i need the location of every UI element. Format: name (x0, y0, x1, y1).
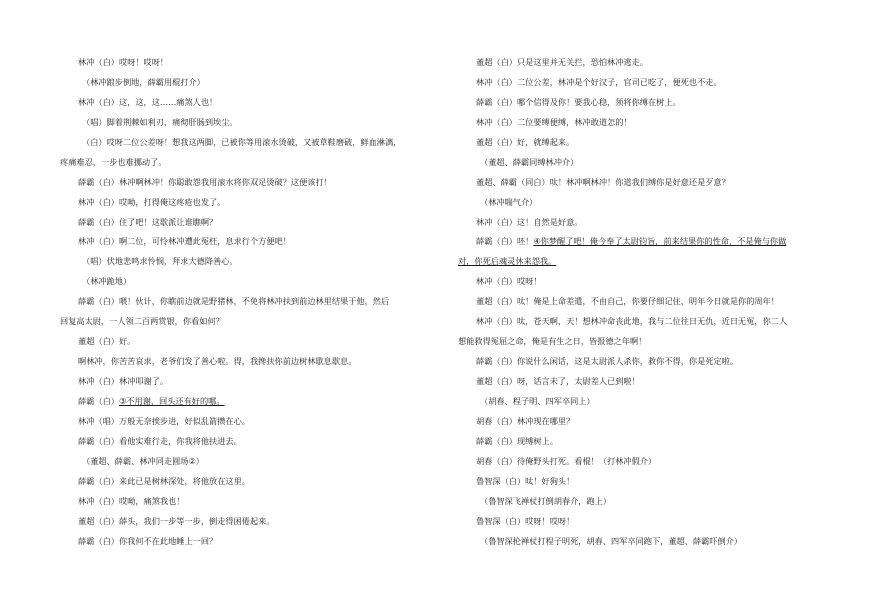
text-line: 疼痛难忍，一步也难挪动了。 (60, 156, 167, 167)
text-line: 林冲（白）二位要缚便缚，林冲敢道怎的！ (476, 116, 632, 127)
text-line: 董超（白）呔！俺是上命差遣，不由自己，你要仔细记住，明年今日就是你的周年！ (476, 296, 779, 307)
text-line: （林冲喘气介） (480, 196, 538, 207)
text-line: 林冲（白）这，这，这……痛煞人也！ (78, 96, 218, 107)
text-line: （白）哎呀二位公差呀！想我这两脚，已被你等用滚水烫破，又被草鞋磨破，鲜血淋漓， (82, 136, 402, 147)
text-line: （鲁智深飞禅杖打倒胡春介，跑上） (480, 495, 612, 506)
text-line: （林冲踉步倒地，薛霸用棍打介） (82, 76, 205, 87)
text-line: 林冲（唱）万般无奈挨步进，好似乱箭攒在心。 (78, 415, 250, 426)
text-line: （林冲跪地） (82, 276, 132, 287)
text-line: 林冲（白）二位公差，林冲是个好汉子，官司已吃了，便死也不走。 (476, 76, 722, 87)
text-line (60, 396, 452, 406)
text-line: 薛霸（白）喂！伙计，你瞧前边就是野猪林，不免将林冲扶到前边林里结果于他，然后 (78, 296, 390, 307)
underlined-text: 对，你死后魂灵休来怨我。 (458, 256, 557, 267)
text-line: （唱）脚着荆棘如利刃，痛彻肝肠到埃尘。 (82, 116, 238, 127)
text-line: 回复高太尉，一人领二百两赏银，你看如何？ (60, 316, 224, 327)
text-line: （董超、薛霸同缚林冲介） (480, 156, 579, 167)
text-line: （董超、薛霸、林冲同走圆场②） (82, 455, 204, 466)
text-segment: 薛霸（白）呸！ (476, 236, 534, 247)
text-line: （唱）伏地悲鸣求怜悯，拜求大德降善心。 (82, 256, 238, 267)
text-line: 董超（白）呀，话言未了，太尉差人已到啦！ (476, 376, 640, 386)
text-line: 林冲（白）呔，苍天啊，天！想林冲命丧此地，我与二位往日无仇，近日无冤，你二人 (476, 316, 788, 327)
text-line: 薛霸（白）哪个信得及你！要我心稳，须将你缚在树上。 (476, 96, 681, 107)
text-line: 董超（白）薛头，我们一步等一步，倒走得困倦起来。 (78, 515, 275, 526)
underlined-text: ④你梦醒了吧！俺今奉了太尉钧旨，前来结果你的性命，不是俺与你做 (533, 236, 787, 247)
text-line: 薛霸（白）现缚树上。 (476, 435, 558, 446)
text-line: （鲁智深抡禅杖打程子明死，胡春、四军卒同跑下，董超、薛霸吓倒介） (480, 535, 743, 546)
text-line: （胡春、程子明、四军卒同上） (480, 395, 595, 406)
text-line: 胡春（白）林冲现在哪里？ (476, 415, 575, 426)
text-line: 林冲（白）哎呀！哎呀！ (78, 57, 169, 67)
left-column (60, 57, 452, 555)
text-line: 鲁智深（白）哎呀！哎呀！ (476, 515, 575, 526)
text-line: 林冲（白）哎呦，打得俺这疼疮也发了。 (78, 196, 226, 207)
text-line: 胡春（白）待俺野头打死。看棍！（打林冲假介） (476, 455, 657, 466)
text-line: 董超、薛霸（同白）呔！林冲啊林冲！你道我们缚你是好意还是歹意？ (476, 176, 730, 187)
text-line: 薛霸（白）你说什么闲话，这是太尉派人杀你，救你不得，你是死定啦。 (476, 356, 739, 367)
text-line: 董超（白）只是这里并无关拦，恐怕林冲逃走。 (476, 57, 648, 67)
text-line: 董超（白）好。 (78, 336, 136, 347)
underlined-text: ③不用谢，回头还有好的哪。 (118, 395, 225, 406)
text-line: 薛霸（白）住了吧！这歇派让谁瞧啊？ (78, 216, 218, 227)
text-line (458, 236, 828, 246)
text-line: 林冲（白）哎呦，痛煞我也！ (78, 495, 185, 506)
text-line: 林冲（白）这！自然是好意。 (476, 216, 583, 227)
text-line: 林冲（白）啊二位，可怜林冲遭此冤枉，息求行个方便吧！ (78, 236, 291, 247)
text-line: 薛霸（白）林冲啊林冲！你聪敢怨我用滚水将你双足烫破？这便该打！ (78, 176, 332, 187)
text-segment: 薛霸（白） (78, 395, 119, 406)
text-line: 林冲（白）哎呀！ (476, 276, 542, 287)
text-line: 薛霸（白）来此已是树林深处，将他放在这里。 (78, 475, 250, 486)
text-line (458, 256, 828, 266)
text-line: 啊林冲，你苦苦哀求，老爷们发了善心啦。得，我搀扶你前边树林歇息歇息。 (78, 356, 357, 367)
text-line: 薛霸（白）你我何不在此地睡上一回？ (78, 535, 218, 546)
text-line: 想能救得冤屈之命，俺是有生之日，皆报德之年啊！ (458, 336, 647, 347)
right-column (458, 57, 828, 555)
text-line: 董超（白）好，就缚起来。 (476, 136, 575, 147)
text-line: 鲁智深（白）呔！好狗头！ (476, 475, 575, 486)
text-line: 薛霸（白）看他实难行走，你我将他扶进去。 (78, 435, 242, 446)
text-line: 林冲（白）林冲叩谢了。 (78, 376, 169, 386)
